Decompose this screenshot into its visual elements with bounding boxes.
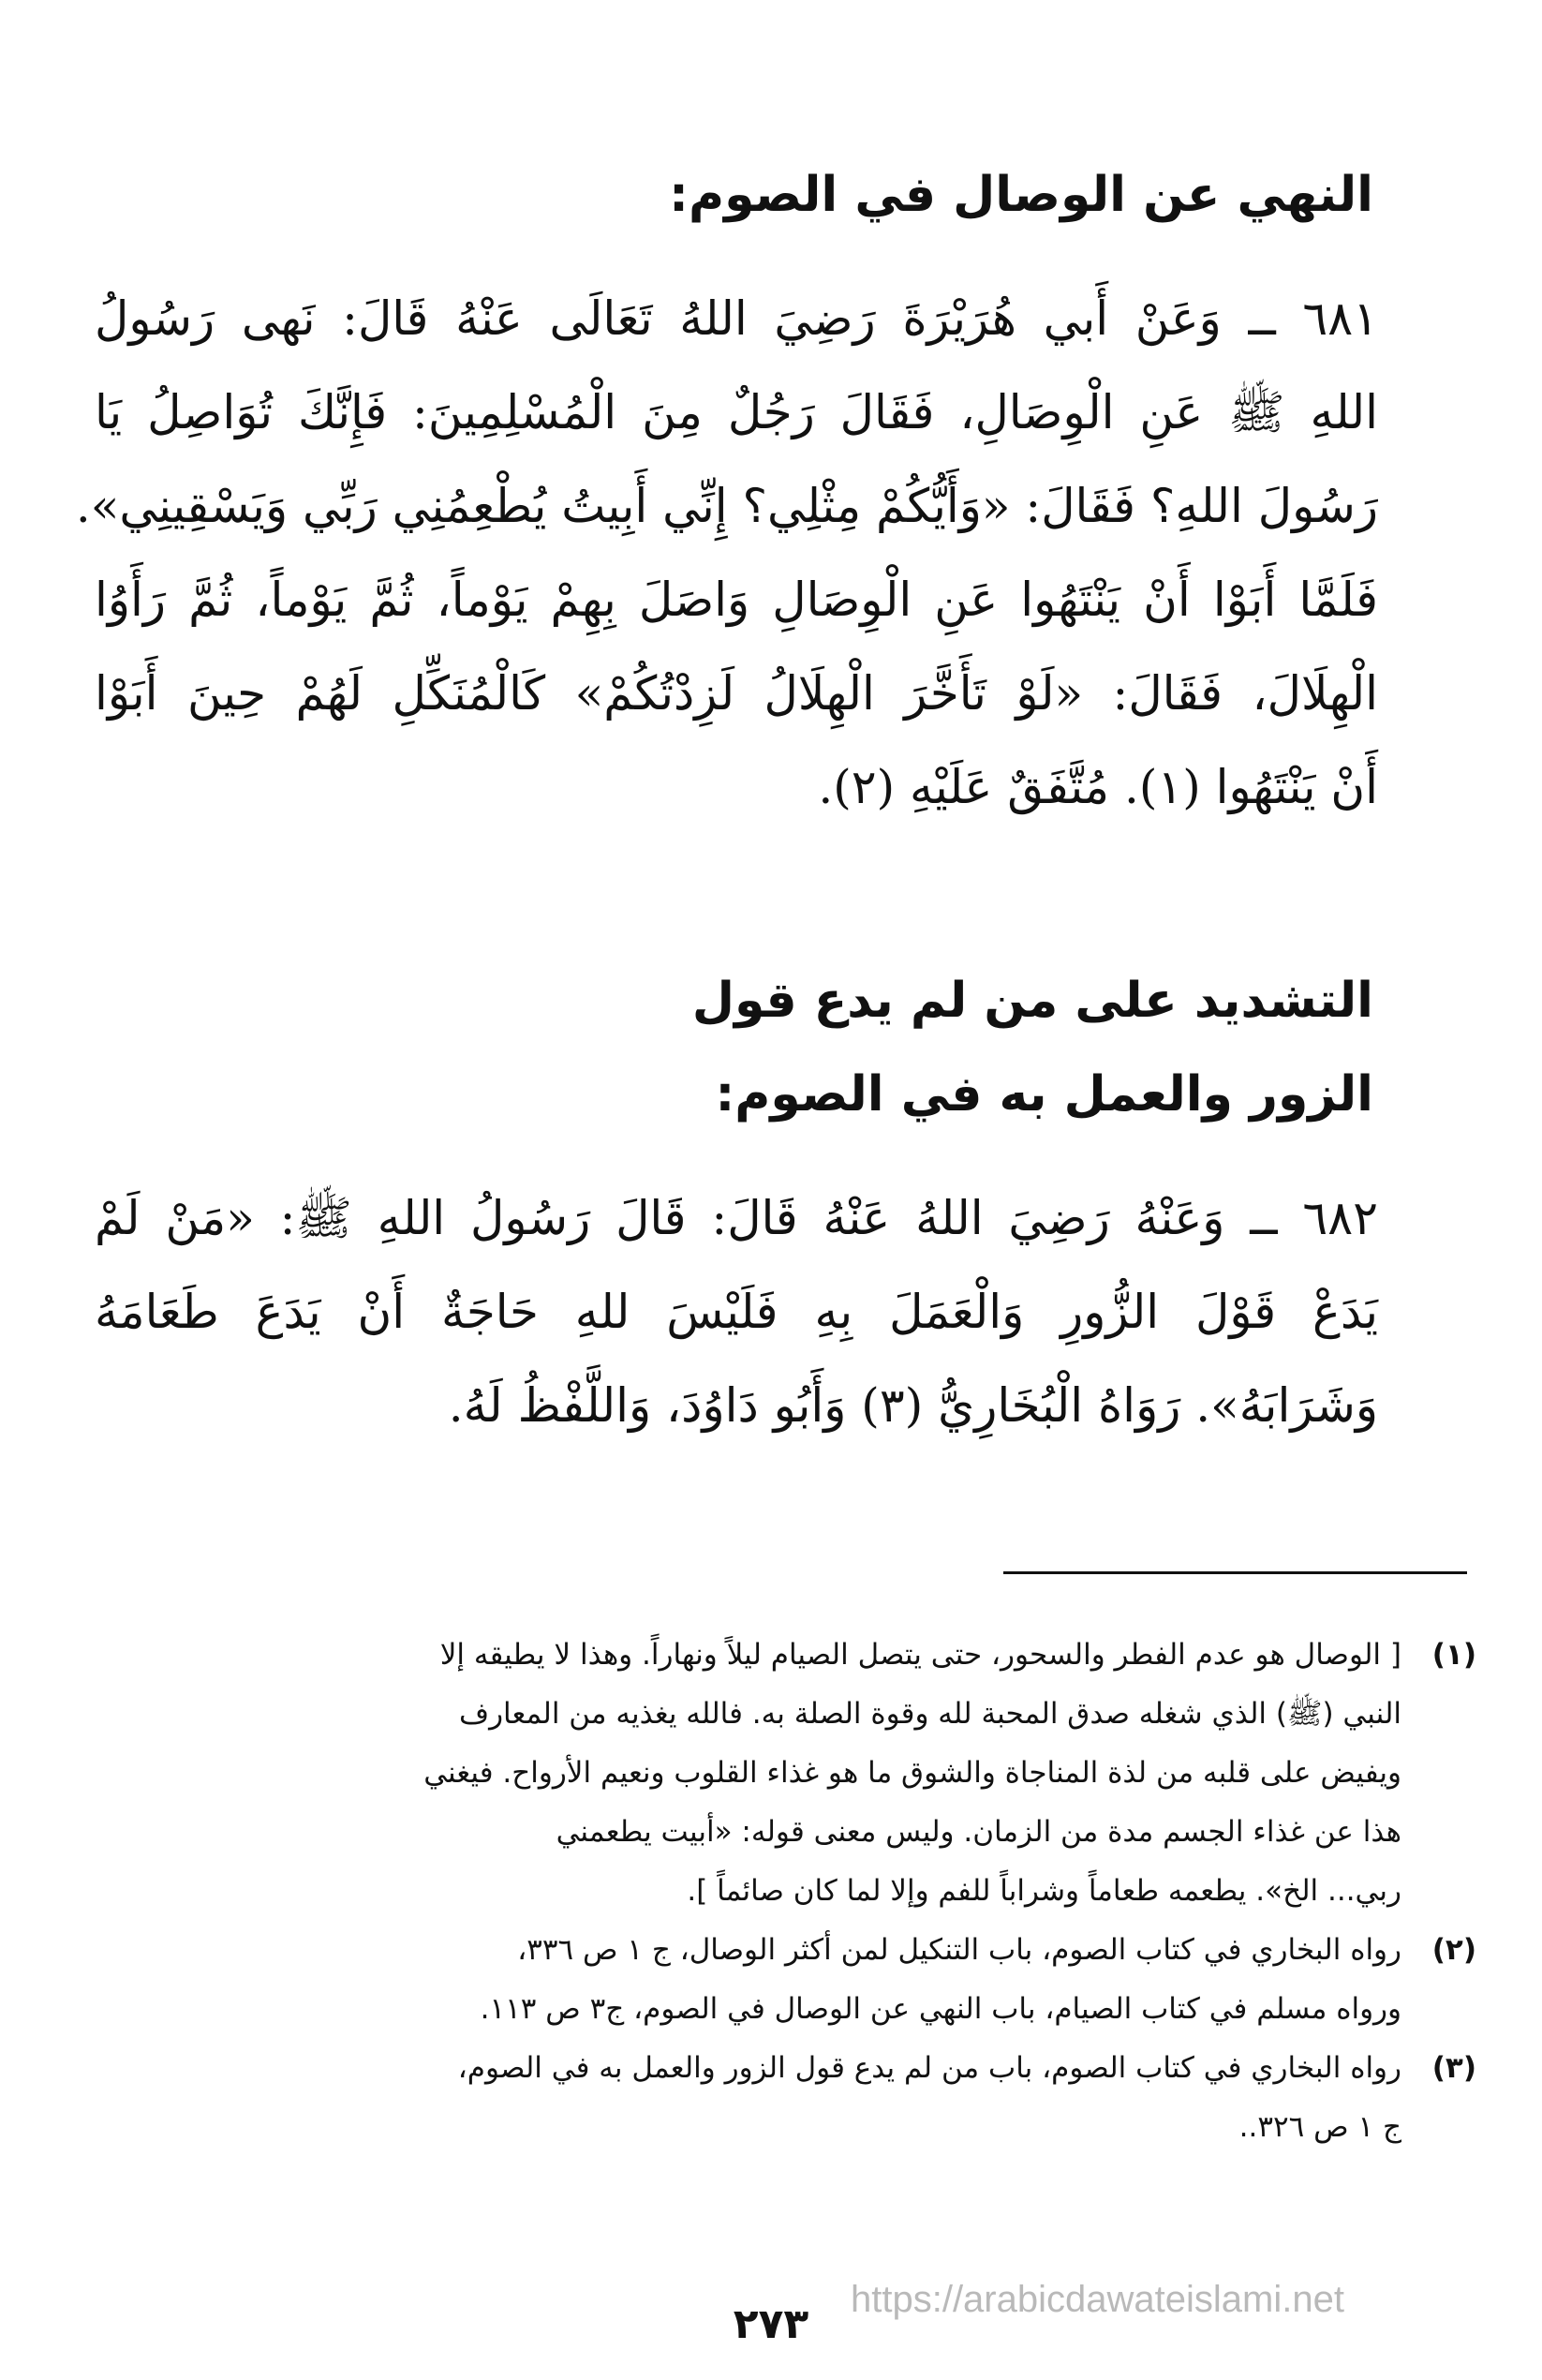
hadith-681-line: الْهِلَالَ، فَقَالَ: «لَوْ تَأَخَّرَ الْهِلَالُ لَزِدْتُكُمْ» كَالْمُنَكِّلِ لَهُمْ حِينَ أَبَوْا bbox=[95, 666, 1378, 721]
hadith-682-line: ٦٨٢ ــ وَعَنْهُ رَضِيَ اللهُ عَنْهُ قَالَ: قَالَ رَسُولُ اللهِ ﷺ: «مَنْ لَمْ bbox=[95, 1191, 1378, 1245]
section-heading-zur-line1: التشديد على من لم يدع قول bbox=[691, 973, 1373, 1029]
footnote-line: ج ١ ص ٣٢٦.. bbox=[1238, 2110, 1401, 2144]
hadith-681-line: أَنْ يَنْتَهُوا (١). مُتَّفَقٌ عَلَيْهِ (٢). bbox=[818, 760, 1378, 814]
footnote-divider bbox=[1003, 1571, 1467, 1574]
footnote-line: رواه البخاري في كتاب الصوم، باب التنكيل لمن أكثر الوصال، ج ١ ص ٣٣٦، bbox=[517, 1933, 1401, 1967]
footnote-2 bbox=[127, 1921, 1476, 2039]
hadith-682 bbox=[95, 1171, 1378, 1452]
hadith-681-line: اللهِ ﷺ عَنِ الْوِصَالِ، فَقَالَ رَجُلٌ مِنَ الْمُسْلِمِينَ: فَإِنَّكَ تُوَاصِلُ يَا bbox=[95, 385, 1378, 439]
footnote-line: ربي... الخ». يطعمه طعاماً وشراباً للفم وإلا لما كان صائماً ]. bbox=[687, 1874, 1401, 1908]
hadith-682-line: يَدَعْ قَوْلَ الزُّورِ وَالْعَمَلَ بِهِ فَلَيْسَ للهِ حَاجَةٌ أَنْ يَدَعَ طَعَامَهُ bbox=[95, 1285, 1378, 1339]
footnote-line: ويفيض على قلبه من لذة المناجاة والشوق ما هو غذاء القلوب ونعيم الأرواح. فيغني bbox=[423, 1756, 1401, 1790]
footnote-3 bbox=[127, 2039, 1476, 2157]
footnote-number: (١) bbox=[1431, 1638, 1476, 1672]
page-number: ٢٧٣ bbox=[733, 2300, 809, 2348]
hadith-681-line: فَلَمَّا أَبَوْا أَنْ يَنْتَهُوا عَنِ الْوِصَالِ وَاصَلَ بِهِمْ يَوْماً، ثُمَّ يَوْماً، ثُمَّ رَأَوُا bbox=[95, 573, 1378, 627]
hadith-681 bbox=[75, 272, 1378, 834]
footnote-line: ورواه مسلم في كتاب الصيام، باب النهي عن الوصال في الصوم، ج٣ ص ١١٣. bbox=[480, 1992, 1401, 2026]
hadith-682-line: وَشَرَابَهُ». رَوَاهُ الْبُخَارِيُّ (٣) وَأَبُو دَاوُدَ، وَاللَّفْظُ لَهُ. bbox=[448, 1378, 1378, 1433]
watermark-url: https://arabicdawateislami.net bbox=[851, 2279, 1344, 2320]
footnotes bbox=[127, 1626, 1476, 2157]
footnote-line: هذا عن غذاء الجسم مدة من الزمان. وليس معنى قوله: «أبيت يطعمني bbox=[556, 1815, 1401, 1849]
section-heading-wisal: النهي عن الوصال في الصوم: bbox=[669, 167, 1373, 223]
hadith-681-line: رَسُولَ اللهِ؟ فَقَالَ: «وَأَيُّكُمْ مِثْلِي؟ إِنِّي أَبِيتُ يُطْعِمُنِي رَبِّي وَيَسْقِينِي». bbox=[75, 479, 1378, 533]
section-heading-zur-line2: الزور والعمل به في الصوم: bbox=[715, 1066, 1373, 1123]
footnote-line: [ الوصال هو عدم الفطر والسحور، حتى يتصل الصيام ليلاً ونهاراً. وهذا لا يطيقه إلا bbox=[439, 1638, 1401, 1672]
footnote-number: (٣) bbox=[1431, 2051, 1476, 2085]
footnote-1 bbox=[127, 1626, 1476, 1921]
footnote-line: رواه البخاري في كتاب الصوم، باب من لم يدع قول الزور والعمل به في الصوم، bbox=[457, 2051, 1401, 2085]
footnote-number: (٢) bbox=[1431, 1933, 1476, 1967]
footnote-line: النبي (ﷺ) الذي شغله صدق المحبة لله وقوة الصلة به. فالله يغذيه من المعارف bbox=[458, 1697, 1401, 1731]
hadith-681-line: ٦٨١ ــ وَعَنْ أَبي هُرَيْرَةَ رَضِيَ اللهُ تَعَالَى عَنْهُ قَالَ: نَهى رَسُولُ bbox=[95, 291, 1378, 346]
